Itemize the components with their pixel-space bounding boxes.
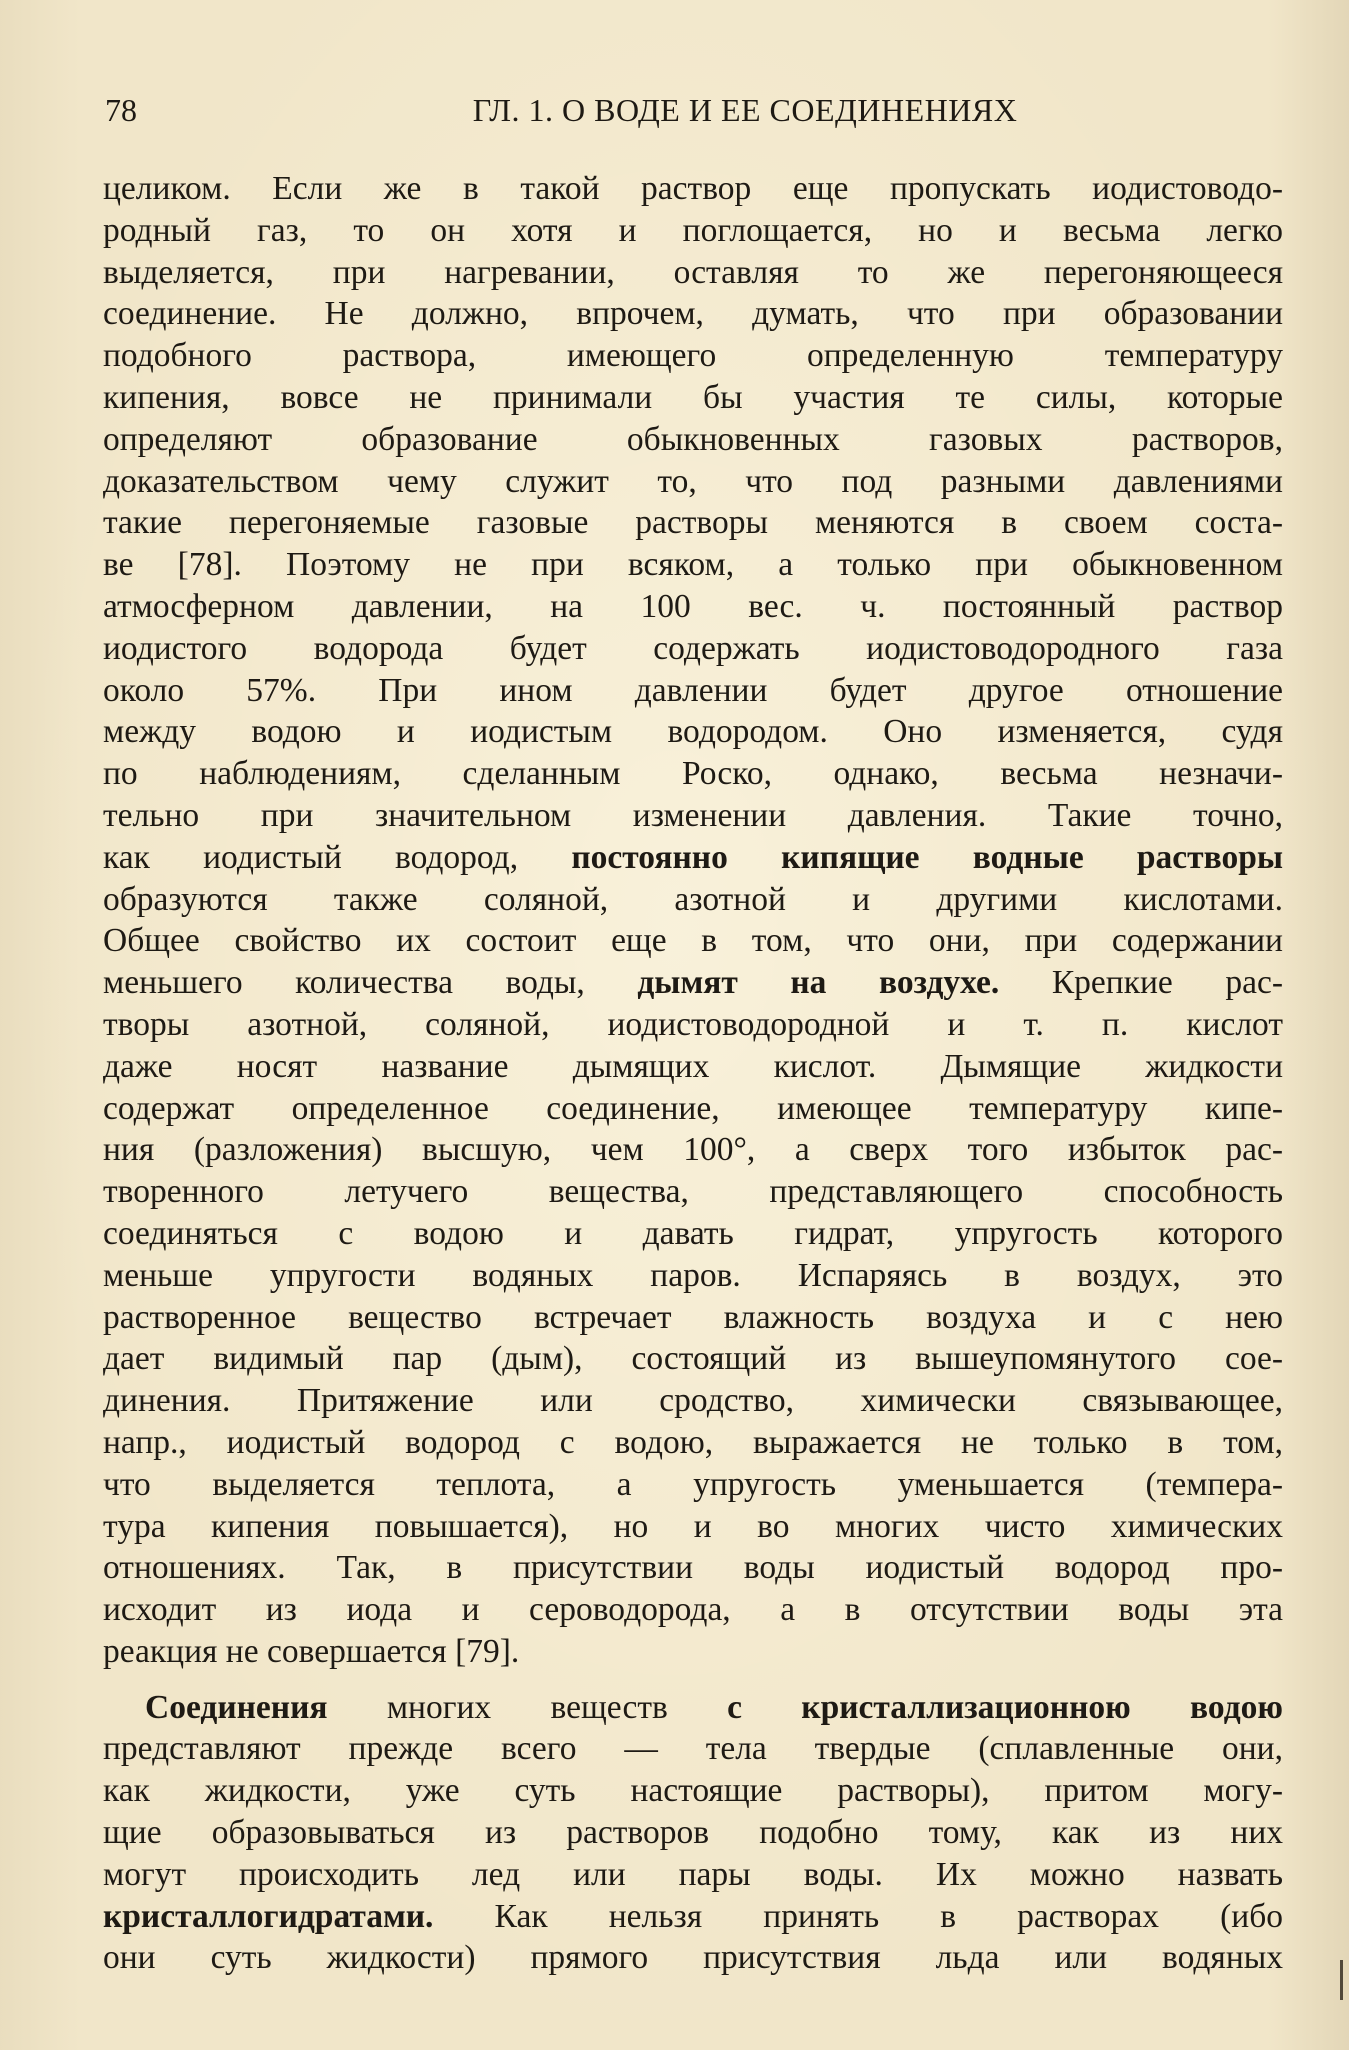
text-run: тельно при значительном изменении давления. Такие точно, — [103, 796, 1283, 834]
text-line — [103, 293, 1283, 335]
body-text — [103, 168, 1283, 1979]
text-run: Общее свойство их состоит еще в том, что они, при содержании — [103, 922, 1283, 960]
text-line — [103, 168, 1283, 210]
text-run: соединяться с водою и давать гидрат, упругость которого — [103, 1214, 1283, 1252]
text-line — [103, 544, 1283, 586]
text-run: образуются также соляной, азотной и другими кислотами. — [103, 880, 1283, 918]
bold-term: дымят на воздухе. — [637, 964, 1000, 1002]
text-run: выделяется, при нагревании, оставляя то же перегоняющееся — [103, 253, 1283, 291]
page-edge-mark — [1340, 1960, 1343, 2000]
text-line — [103, 1422, 1283, 1464]
text-line — [103, 753, 1283, 795]
text-run: такие перегоняемые газовые растворы меняются в своем соста- — [103, 504, 1283, 542]
text-line — [103, 879, 1283, 921]
text-line — [103, 920, 1283, 962]
text-line — [103, 210, 1283, 252]
text-run: как иодистый водород, — [103, 838, 572, 876]
text-line — [103, 1687, 1283, 1729]
text-line — [103, 1937, 1283, 1979]
text-line — [103, 628, 1283, 670]
text-line — [103, 1046, 1283, 1088]
text-run: что выделяется теплота, а упругость уменьшается (темпера- — [103, 1465, 1283, 1503]
text-run: представляют прежде всего — тела твердые (сплавленные они, — [103, 1730, 1283, 1768]
text-run: доказательством чему служит то, что под разными давлениями — [103, 462, 1283, 500]
text-run: между водою и иодистым водородом. Оно изменяется, судя — [103, 713, 1283, 751]
text-run: иодистого водорода будет содержать иодистоводородного газа — [103, 629, 1283, 667]
paragraph-gap — [103, 1673, 1283, 1687]
text-line — [103, 1506, 1283, 1548]
page-number: 78 — [105, 92, 137, 128]
text-run: определяют образование обыкновенных газовых растворов, — [103, 420, 1283, 458]
text-run: содержат определенное соединение, имеющее температуру кипе- — [103, 1089, 1283, 1127]
text-run: динения. Притяжение или сродство, химически связывающее, — [103, 1382, 1283, 1420]
bold-term: Соединения — [145, 1688, 328, 1726]
text-run: реакция не совершается [79]. — [103, 1632, 520, 1670]
bold-term: кристаллогидратами. — [103, 1897, 434, 1935]
text-run: как жидкости, уже суть настоящие растворы), притом могу- — [103, 1772, 1283, 1810]
text-line — [103, 335, 1283, 377]
bold-term: с кристаллизационною водою — [727, 1688, 1283, 1726]
text-run: отношениях. Так, в присутствии воды иодистый водород про- — [103, 1549, 1283, 1587]
text-run: около 57%. При ином давлении будет другое отношение — [103, 671, 1283, 709]
text-run: исходит из иода и сероводорода, а в отсутствии воды эта — [103, 1591, 1283, 1629]
text-run: могут происходить лед или пары воды. Их можно назвать — [103, 1855, 1283, 1893]
text-line — [103, 1464, 1283, 1506]
text-line — [103, 586, 1283, 628]
text-run: кипения, вовсе не принимали бы участия те силы, которые — [103, 378, 1283, 416]
text-run: подобного раствора, имеющего определенную температуру — [103, 337, 1283, 375]
text-run: ве [78]. Поэтому не при всяком, а только при обыкновенном — [103, 546, 1283, 584]
text-line — [103, 419, 1283, 461]
text-run: творенного летучего вещества, представляющего способность — [103, 1173, 1283, 1211]
text-run: Как нельзя принять в растворах (ибо — [433, 1897, 1283, 1935]
text-run: меньше упругости водяных паров. Испаряясь в воздух, это — [103, 1256, 1283, 1294]
text-line — [103, 1380, 1283, 1422]
text-line — [103, 962, 1283, 1004]
text-line — [103, 837, 1283, 879]
text-line — [103, 1088, 1283, 1130]
text-line — [103, 1297, 1283, 1339]
bold-term: постоянно кипящие водные растворы — [571, 838, 1283, 876]
text-line — [103, 1129, 1283, 1171]
text-line — [103, 1213, 1283, 1255]
text-line — [103, 1770, 1283, 1812]
text-line — [103, 1896, 1283, 1938]
text-line — [103, 1631, 1283, 1673]
text-run: они суть жидкости) прямого присутствия льда или водяных — [103, 1939, 1283, 1977]
text-run: творы азотной, соляной, иодистоводородной и т. п. кислот — [103, 1005, 1283, 1043]
text-line — [103, 252, 1283, 294]
text-run: тура кипения повышается), но и во многих чисто химических — [103, 1507, 1283, 1545]
text-line — [103, 1812, 1283, 1854]
text-run: атмосферном давлении, на 100 вес. ч. постоянный раствор — [103, 587, 1283, 625]
text-run: даже носят название дымящих кислот. Дымящие жидкости — [103, 1047, 1283, 1085]
text-run: родный газ, то он хотя и поглощается, но и весьма легко — [103, 211, 1283, 249]
text-line — [103, 711, 1283, 753]
text-run: Крепкие рас- — [999, 964, 1283, 1002]
text-line — [103, 795, 1283, 837]
text-run: многих веществ — [327, 1688, 728, 1726]
text-run: дает видимый пар (дым), состоящий из вышеупомянутого сое- — [103, 1340, 1283, 1378]
text-line — [103, 1338, 1283, 1380]
text-line — [103, 461, 1283, 503]
text-line — [103, 1547, 1283, 1589]
text-line — [103, 377, 1283, 419]
text-run: растворенное вещество встречает влажность воздуха и с нею — [103, 1298, 1283, 1336]
text-line — [103, 1171, 1283, 1213]
text-run: соединение. Не должно, впрочем, думать, что при образовании — [103, 295, 1283, 333]
text-line — [103, 1255, 1283, 1297]
text-line — [103, 1004, 1283, 1046]
text-run: целиком. Если же в такой раствор еще пропускать иодистоводо- — [103, 170, 1283, 207]
text-run: напр., иодистый водород с водою, выражается не только в том, — [103, 1423, 1283, 1461]
text-run: щие образовываться из растворов подобно тому, как из них — [103, 1814, 1283, 1852]
running-head: ГЛ. 1. О ВОДЕ И ЕЕ СОЕДИНЕНИЯХ — [472, 92, 1018, 128]
text-line — [103, 1728, 1283, 1770]
text-line — [103, 502, 1283, 544]
text-line — [103, 1589, 1283, 1631]
text-run: по наблюдениям, сделанным Роско, однако, весьма незначи- — [103, 755, 1283, 793]
text-run: меньшего количества воды, — [103, 964, 638, 1002]
text-run: ния (разложения) высшую, чем 100°, а сверх того избыток рас- — [103, 1131, 1283, 1169]
text-line — [103, 670, 1283, 712]
text-line — [103, 1854, 1283, 1896]
page-header — [105, 84, 1280, 136]
